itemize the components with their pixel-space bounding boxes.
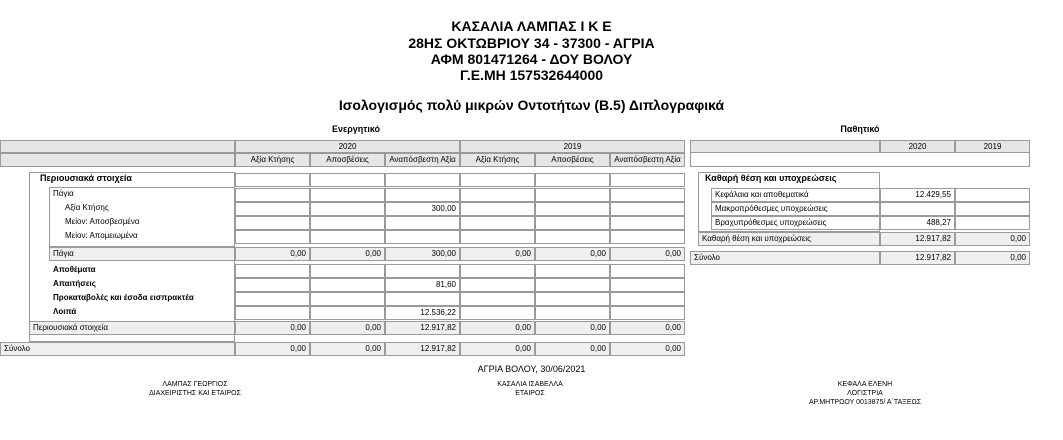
row-pagia: Πάγια — [53, 189, 74, 198]
sig3-name: ΚΕΦΑΛΑ ΕΛΕΝΗ — [837, 381, 893, 388]
company-tax: ΑΦΜ 801471264 - ΔΟΥ ΒΟΛΟΥ — [430, 51, 633, 67]
long-term-2020 — [880, 202, 955, 216]
value-pagia-col-3 — [385, 188, 460, 202]
sig3-reg: ΑΡ.ΜΗΤΡΩΟΥ 0013875/ Α΄ΤΑΞΕΩΣ — [808, 399, 922, 406]
value-stock-col-6 — [610, 264, 685, 278]
row-equity: Κεφάλαια και αποθεματικά — [711, 188, 880, 202]
value-less-imp-col-6 — [610, 230, 685, 244]
sig2-role: ΕΤΑΙΡΟΣ — [515, 390, 545, 397]
value-group-col-4 — [460, 173, 535, 187]
sig2-name: ΚΑΣΑΛΙΑ ΙΣΑΒΕΛΛΑ — [497, 381, 563, 388]
liab-sum-2019: 0,00 — [955, 251, 1030, 265]
value-stock-col-5 — [535, 264, 610, 278]
row-pagia-total: Πάγια — [49, 247, 235, 261]
value-sum-col-2: 0,00 — [310, 342, 385, 356]
value-cost-col-1 — [235, 202, 310, 216]
value-receivables-col-2 — [310, 278, 385, 292]
long-term-2019 — [955, 202, 1030, 216]
value-pagia-total-col-3: 300,00 — [385, 247, 460, 261]
value-cost-col-5 — [535, 202, 610, 216]
value-pagia-col-4 — [460, 188, 535, 202]
row-receivables: Απαιτήσεις — [53, 279, 96, 288]
row-less-dep: Μείον: Αποσβεσμένα — [65, 217, 140, 226]
col-net-2020: Αναπόσβεστη Αξία — [385, 153, 460, 167]
value-pagia-col-5 — [535, 188, 610, 202]
value-assets-total-col-1: 0,00 — [235, 321, 310, 335]
value-less-dep-col-3 — [385, 216, 460, 230]
row-liab-sum: Σύνολο — [690, 251, 880, 265]
value-prepayments-col-5 — [535, 292, 610, 306]
value-sum-col-5: 0,00 — [535, 342, 610, 356]
value-prepayments-col-4 — [460, 292, 535, 306]
liab-group-title: Καθαρή θέση και υποχρεώσεις — [705, 173, 837, 183]
row-prepayments: Προκαταβολές και έσοδα εισπρακτέα — [53, 293, 194, 302]
value-pagia-col-6 — [610, 188, 685, 202]
value-pagia-total-col-5: 0,00 — [535, 247, 610, 261]
assets-year-2019: 2019 — [460, 140, 685, 153]
value-cost-col-2 — [310, 202, 385, 216]
liab-year-2019: 2019 — [955, 140, 1030, 153]
value-receivables-col-3: 81,60 — [385, 278, 460, 292]
value-receivables-col-5 — [535, 278, 610, 292]
sig1-role: ΔΙΑΧΕΙΡΙΣΤΗΣ ΚΑΙ ΕΤΑΙΡΟΣ — [149, 390, 241, 397]
value-group-col-2 — [310, 173, 385, 187]
value-assets-total-col-3: 12.917,82 — [385, 321, 460, 335]
value-pagia-total-col-6: 0,00 — [610, 247, 685, 261]
liab-total-2020: 12.917,82 — [880, 232, 955, 246]
value-other-col-2 — [310, 306, 385, 320]
signature-3 — [770, 380, 960, 407]
value-sum-col-1: 0,00 — [235, 342, 310, 356]
value-pagia-col-1 — [235, 188, 310, 202]
value-less-imp-col-1 — [235, 230, 310, 244]
value-assets-total-col-5: 0,00 — [535, 321, 610, 335]
value-pagia-total-col-4: 0,00 — [460, 247, 535, 261]
assets-header-blank — [0, 140, 235, 153]
value-less-dep-col-4 — [460, 216, 535, 230]
place-date: ΑΓΡΙΑ ΒΟΛΟΥ, 30/06/2021 — [477, 364, 586, 374]
value-stock-col-2 — [310, 264, 385, 278]
row-less-imp: Μείον: Απομειωμένα — [65, 231, 138, 240]
value-prepayments-col-1 — [235, 292, 310, 306]
value-other-col-4 — [460, 306, 535, 320]
liab-header-blank — [690, 140, 880, 153]
value-less-dep-col-1 — [235, 216, 310, 230]
value-pagia-total-col-1: 0,00 — [235, 247, 310, 261]
value-prepayments-col-6 — [610, 292, 685, 306]
sig1-name: ΛΑΜΠΑΣ ΓΕΩΡΓΙΟΣ — [162, 381, 228, 388]
value-group-col-3 — [385, 173, 460, 187]
col-cost-2020: Αξία Κτήσης — [235, 153, 310, 167]
value-less-imp-col-2 — [310, 230, 385, 244]
equity-2020: 12.429,55 — [880, 188, 955, 202]
liab-sum-2020: 12.917,82 — [880, 251, 955, 265]
value-cost-col-3: 300,00 — [385, 202, 460, 216]
value-other-col-6 — [610, 306, 685, 320]
company-address: 28ΗΣ ΟΚΤΩΒΡΙΟΥ 34 - 37300 - ΑΓΡΙΑ — [408, 35, 655, 51]
equity-2019 — [955, 188, 1030, 202]
assets-year-2020: 2020 — [235, 140, 460, 153]
value-sum-col-6: 0,00 — [610, 342, 685, 356]
row-long-term: Μακροπρόθεσμες υποχρεώσεις — [711, 202, 880, 216]
liab-total-2019: 0,00 — [955, 232, 1030, 246]
assets-group-title: Περιουσιακά στοιχεία — [40, 173, 132, 183]
value-group-col-6 — [610, 173, 685, 187]
value-less-imp-col-4 — [460, 230, 535, 244]
value-cost-col-6 — [610, 202, 685, 216]
value-less-dep-col-5 — [535, 216, 610, 230]
sig3-role: ΛΟΓΙΣΤΡΙΑ — [847, 390, 883, 397]
value-stock-col-1 — [235, 264, 310, 278]
row-other: Λοιπά — [53, 307, 77, 316]
value-prepayments-col-2 — [310, 292, 385, 306]
value-stock-col-3 — [385, 264, 460, 278]
liabilities-title: Παθητικό — [840, 124, 880, 134]
value-assets-total-col-4: 0,00 — [460, 321, 535, 335]
value-less-imp-col-3 — [385, 230, 460, 244]
row-liab-total: Καθαρή θέση και υποχρεώσεις — [698, 232, 880, 246]
assets-header-blank-2 — [0, 153, 235, 167]
value-less-dep-col-6 — [610, 216, 685, 230]
row-short-term: Βραχυπρόθεσμες υποχρεώσεις — [711, 216, 880, 230]
value-receivables-col-1 — [235, 278, 310, 292]
value-assets-total-col-6: 0,00 — [610, 321, 685, 335]
short-term-2019 — [955, 216, 1030, 230]
signature-2 — [440, 380, 620, 398]
liab-header-row-2 — [690, 153, 1030, 167]
value-group-col-1 — [235, 173, 310, 187]
company-name: ΚΑΣΑΛΙΑ ΛΑΜΠΑΣ Ι Κ Ε — [451, 18, 612, 34]
value-group-col-5 — [535, 173, 610, 187]
row-cost: Αξία Κτήσης — [65, 203, 109, 212]
value-sum-col-4: 0,00 — [460, 342, 535, 356]
row-sum: Σύνολο — [0, 342, 235, 356]
value-sum-col-3: 12.917,82 — [385, 342, 460, 356]
signature-1 — [100, 380, 290, 398]
col-dep-2019: Αποσβέσεις — [535, 153, 610, 167]
value-pagia-col-2 — [310, 188, 385, 202]
row-stock: Αποθέματα — [53, 265, 96, 274]
value-cost-col-4 — [460, 202, 535, 216]
row-assets-total: Περιουσιακά στοιχεία — [29, 321, 235, 335]
value-other-col-3: 12.536,22 — [385, 306, 460, 320]
value-other-col-5 — [535, 306, 610, 320]
value-receivables-col-6 — [610, 278, 685, 292]
value-less-dep-col-2 — [310, 216, 385, 230]
col-net-2019: Αναπόσβεστη Αξία — [610, 153, 685, 167]
value-other-col-1 — [235, 306, 310, 320]
value-receivables-col-4 — [460, 278, 535, 292]
company-gemi: Γ.Ε.ΜΗ 157532644000 — [459, 67, 604, 83]
liab-year-2020: 2020 — [880, 140, 955, 153]
col-dep-2020: Αποσβέσεις — [310, 153, 385, 167]
value-assets-total-col-2: 0,00 — [310, 321, 385, 335]
short-term-2020: 488,27 — [880, 216, 955, 230]
value-stock-col-4 — [460, 264, 535, 278]
col-cost-2019: Αξία Κτήσης — [460, 153, 535, 167]
value-pagia-total-col-2: 0,00 — [310, 247, 385, 261]
value-prepayments-col-3 — [385, 292, 460, 306]
value-less-imp-col-5 — [535, 230, 610, 244]
report-title: Ισολογισμός πολύ μικρών Οντοτήτων (Β.5) Διπλογραφικά — [338, 97, 725, 113]
assets-title: Ενεργητικό — [331, 124, 381, 134]
